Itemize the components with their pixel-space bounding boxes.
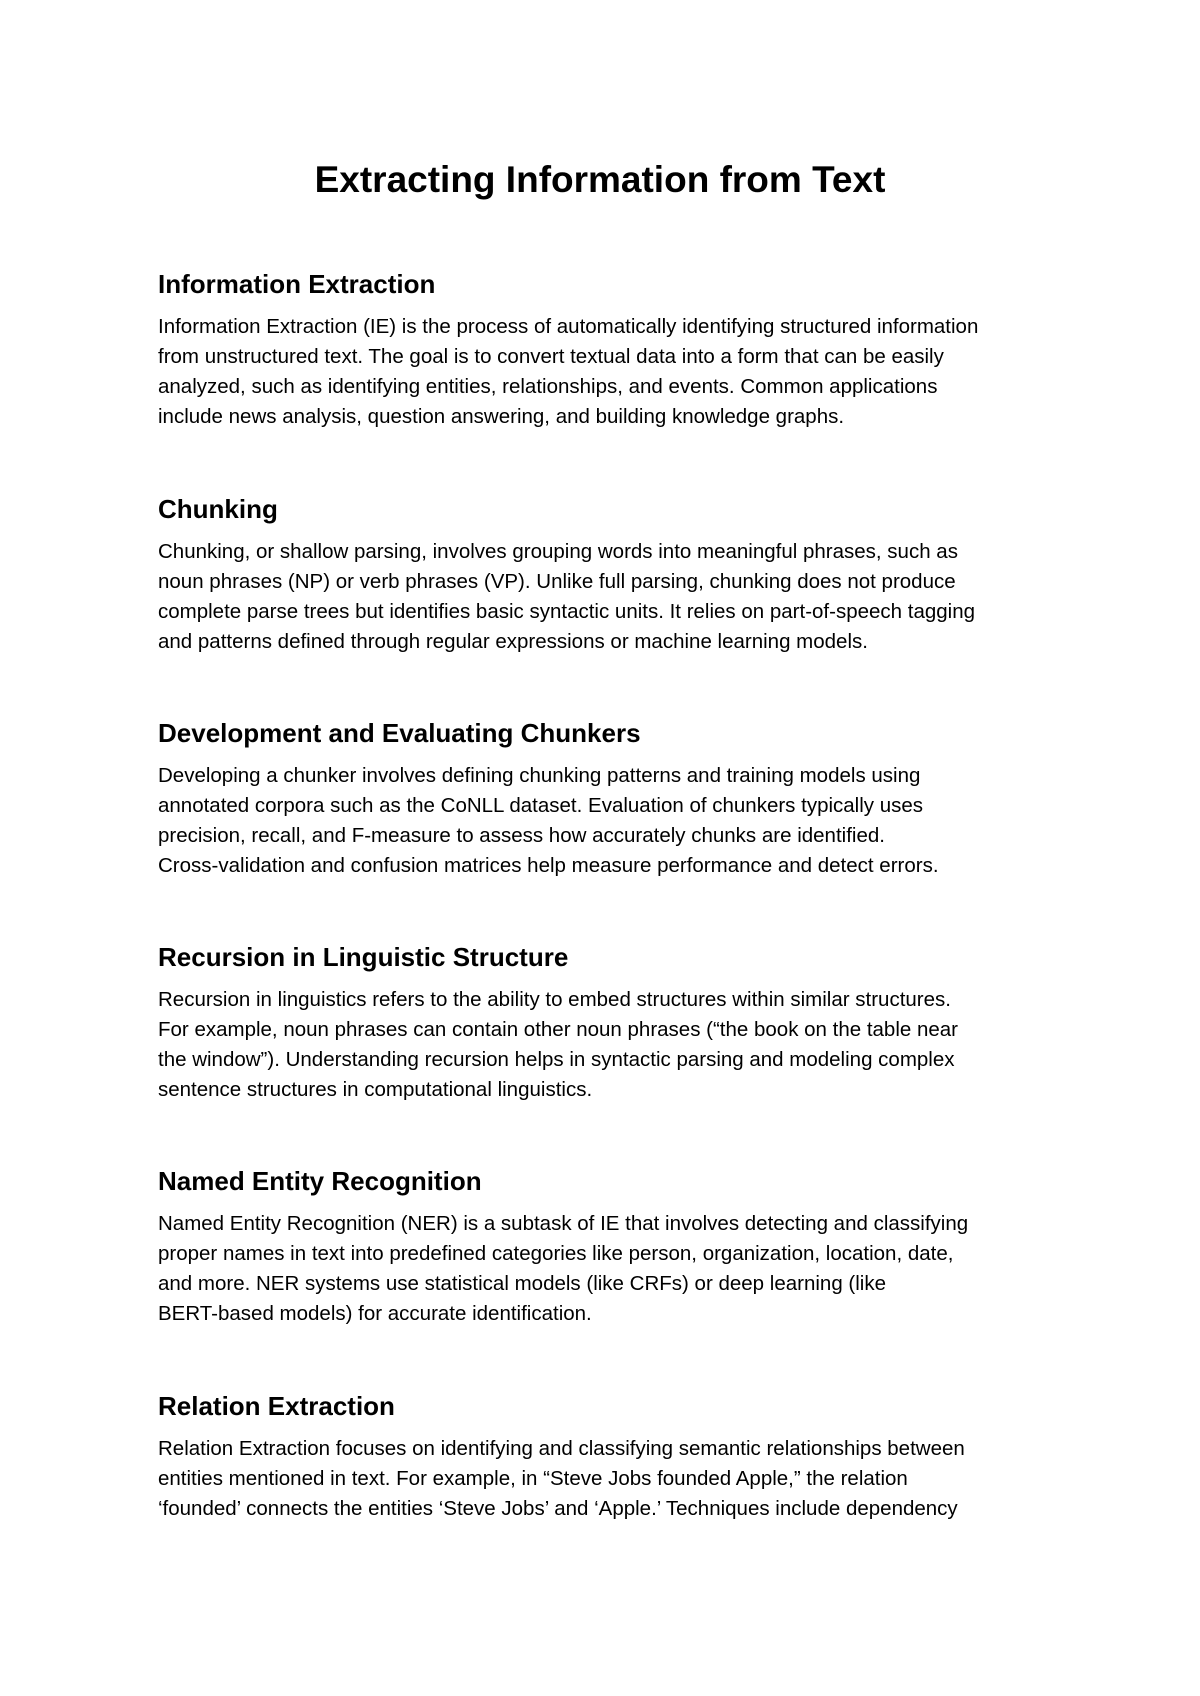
section-heading: Named Entity Recognition xyxy=(158,1166,482,1196)
text-line: from unstructured text. The goal is to convert textual data into a form that can be easily xyxy=(158,345,944,368)
section-paragraph xyxy=(158,1209,1058,1329)
text-line: ‘founded’ connects the entities ‘Steve Jobs’ and ‘Apple.’ Techniques include dependency xyxy=(158,1497,958,1520)
section-recursion xyxy=(158,941,1058,1105)
text-line: Named Entity Recognition (NER) is a subtask of IE that involves detecting and classifying xyxy=(158,1212,969,1235)
text-line: Information Extraction (IE) is the process of automatically identifying structured information xyxy=(158,315,979,338)
text-line: and patterns defined through regular expressions or machine learning models. xyxy=(158,630,868,653)
text-line: include news analysis, question answering, and building knowledge graphs. xyxy=(158,405,845,428)
section-relation-extraction xyxy=(158,1390,1058,1524)
section-heading: Information Extraction xyxy=(158,269,436,299)
text-line: entities mentioned in text. For example, in “Steve Jobs founded Apple,” the relation xyxy=(158,1467,908,1490)
text-line: Recursion in linguistics refers to the ability to embed structures within similar structures. xyxy=(158,988,951,1011)
section-heading: Relation Extraction xyxy=(158,1391,395,1421)
text-line: analyzed, such as identifying entities, relationships, and events. Common applications xyxy=(158,375,938,398)
text-line: Cross-validation and confusion matrices help measure performance and detect errors. xyxy=(158,854,939,877)
text-line: complete parse trees but identifies basic syntactic units. It relies on part-of-speech tagging xyxy=(158,600,976,623)
text-line: BERT-based models) for accurate identification. xyxy=(158,1302,592,1325)
text-line: the window”). Understanding recursion helps in syntactic parsing and modeling complex xyxy=(158,1048,955,1071)
text-line: Chunking, or shallow parsing, involves grouping words into meaningful phrases, such as xyxy=(158,540,958,563)
text-line: Relation Extraction focuses on identifying and classifying semantic relationships between xyxy=(158,1437,965,1460)
section-heading: Recursion in Linguistic Structure xyxy=(158,942,569,972)
section-chunking xyxy=(158,493,1058,657)
section-evaluating-chunkers xyxy=(158,717,1058,881)
section-heading: Development and Evaluating Chunkers xyxy=(158,718,641,748)
section-named-entity-recognition xyxy=(158,1165,1058,1329)
section-paragraph xyxy=(158,312,1058,432)
section-paragraph xyxy=(158,761,1058,881)
section-heading: Chunking xyxy=(158,494,278,524)
text-line: For example, noun phrases can contain other noun phrases (“the book on the table near xyxy=(158,1018,959,1041)
text-line: proper names in text into predefined categories like person, organization, location, date, xyxy=(158,1242,954,1265)
section-paragraph xyxy=(158,1434,1058,1524)
section-paragraph xyxy=(158,537,1058,657)
text-line: and more. NER systems use statistical models (like CRFs) or deep learning (like xyxy=(158,1272,887,1295)
text-line: Developing a chunker involves defining chunking patterns and training models using xyxy=(158,764,921,787)
page-title: Extracting Information from Text xyxy=(314,159,886,200)
section-paragraph xyxy=(158,985,1058,1105)
text-line: annotated corpora such as the CoNLL dataset. Evaluation of chunkers typically uses xyxy=(158,794,924,817)
section-information-extraction xyxy=(158,268,1058,432)
text-line: sentence structures in computational linguistics. xyxy=(158,1078,593,1101)
text-line: precision, recall, and F-measure to assess how accurately chunks are identified. xyxy=(158,824,885,847)
text-line: noun phrases (NP) or verb phrases (VP). Unlike full parsing, chunking does not produce xyxy=(158,570,956,593)
